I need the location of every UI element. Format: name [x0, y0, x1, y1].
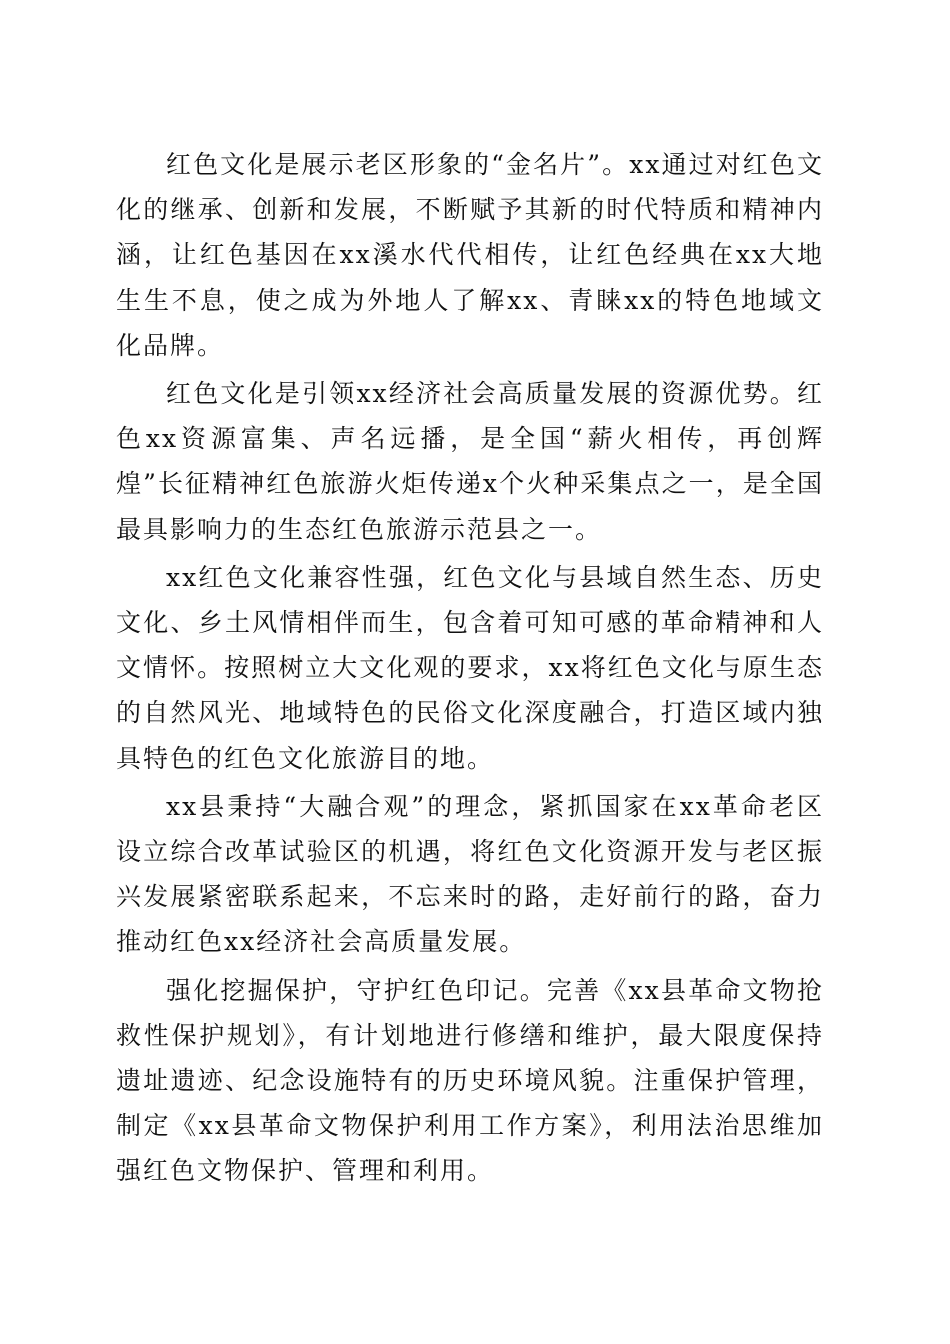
paragraph-2: 红色文化是引领xx经济社会高质量发展的资源优势。红色xx资源富集、声名远播，是全国“薪火相传，再创辉煌”长征精神红色旅游火炬传递x个火种采集点之一，是全国最具影响力的生态红色旅游示范县之一。 — [116, 379, 824, 544]
document-body — [116, 142, 824, 1197]
paragraph-1: 红色文化是展示老区形象的“金名片”。xx通过对红色文化的继承、创新和发展，不断赋予其新的时代特质和精神内涵，让红色基因在xx溪水代代相传，让红色经典在xx大地生生不息，使之成为外地人了解xx、青睐xx的特色地域文化品牌。 — [116, 150, 824, 360]
paragraph-4: xx县秉持“大融合观”的理念，紧抓国家在xx革命老区设立综合改革试验区的机遇，将红色文化资源开发与老区振兴发展紧密联系起来，不忘来时的路，走好前行的路，奋力推动红色xx经济社会高质量发展。 — [116, 791, 824, 957]
paragraph-5: 强化挖掘保护，守护红色印记。完善《xx县革命文物抢救性保护规划》，有计划地进行修缮和维护，最大限度保持遗址遗迹、纪念设施特有的历史环境风貌。注重保护管理，制定《xx县革命文物保护利用工作方案》，利用法治思维加强红色文物保护、管理和利用。 — [116, 975, 824, 1186]
paragraph-3: xx红色文化兼容性强，红色文化与县域自然生态、历史文化、乡土风情相伴而生，包含着可知可感的革命精神和人文情怀。按照树立大文化观的要求，xx将红色文化与原生态的自然风光、地域特色的民俗文化深度融合，打造区域内独具特色的红色文化旅游目的地。 — [116, 562, 824, 773]
